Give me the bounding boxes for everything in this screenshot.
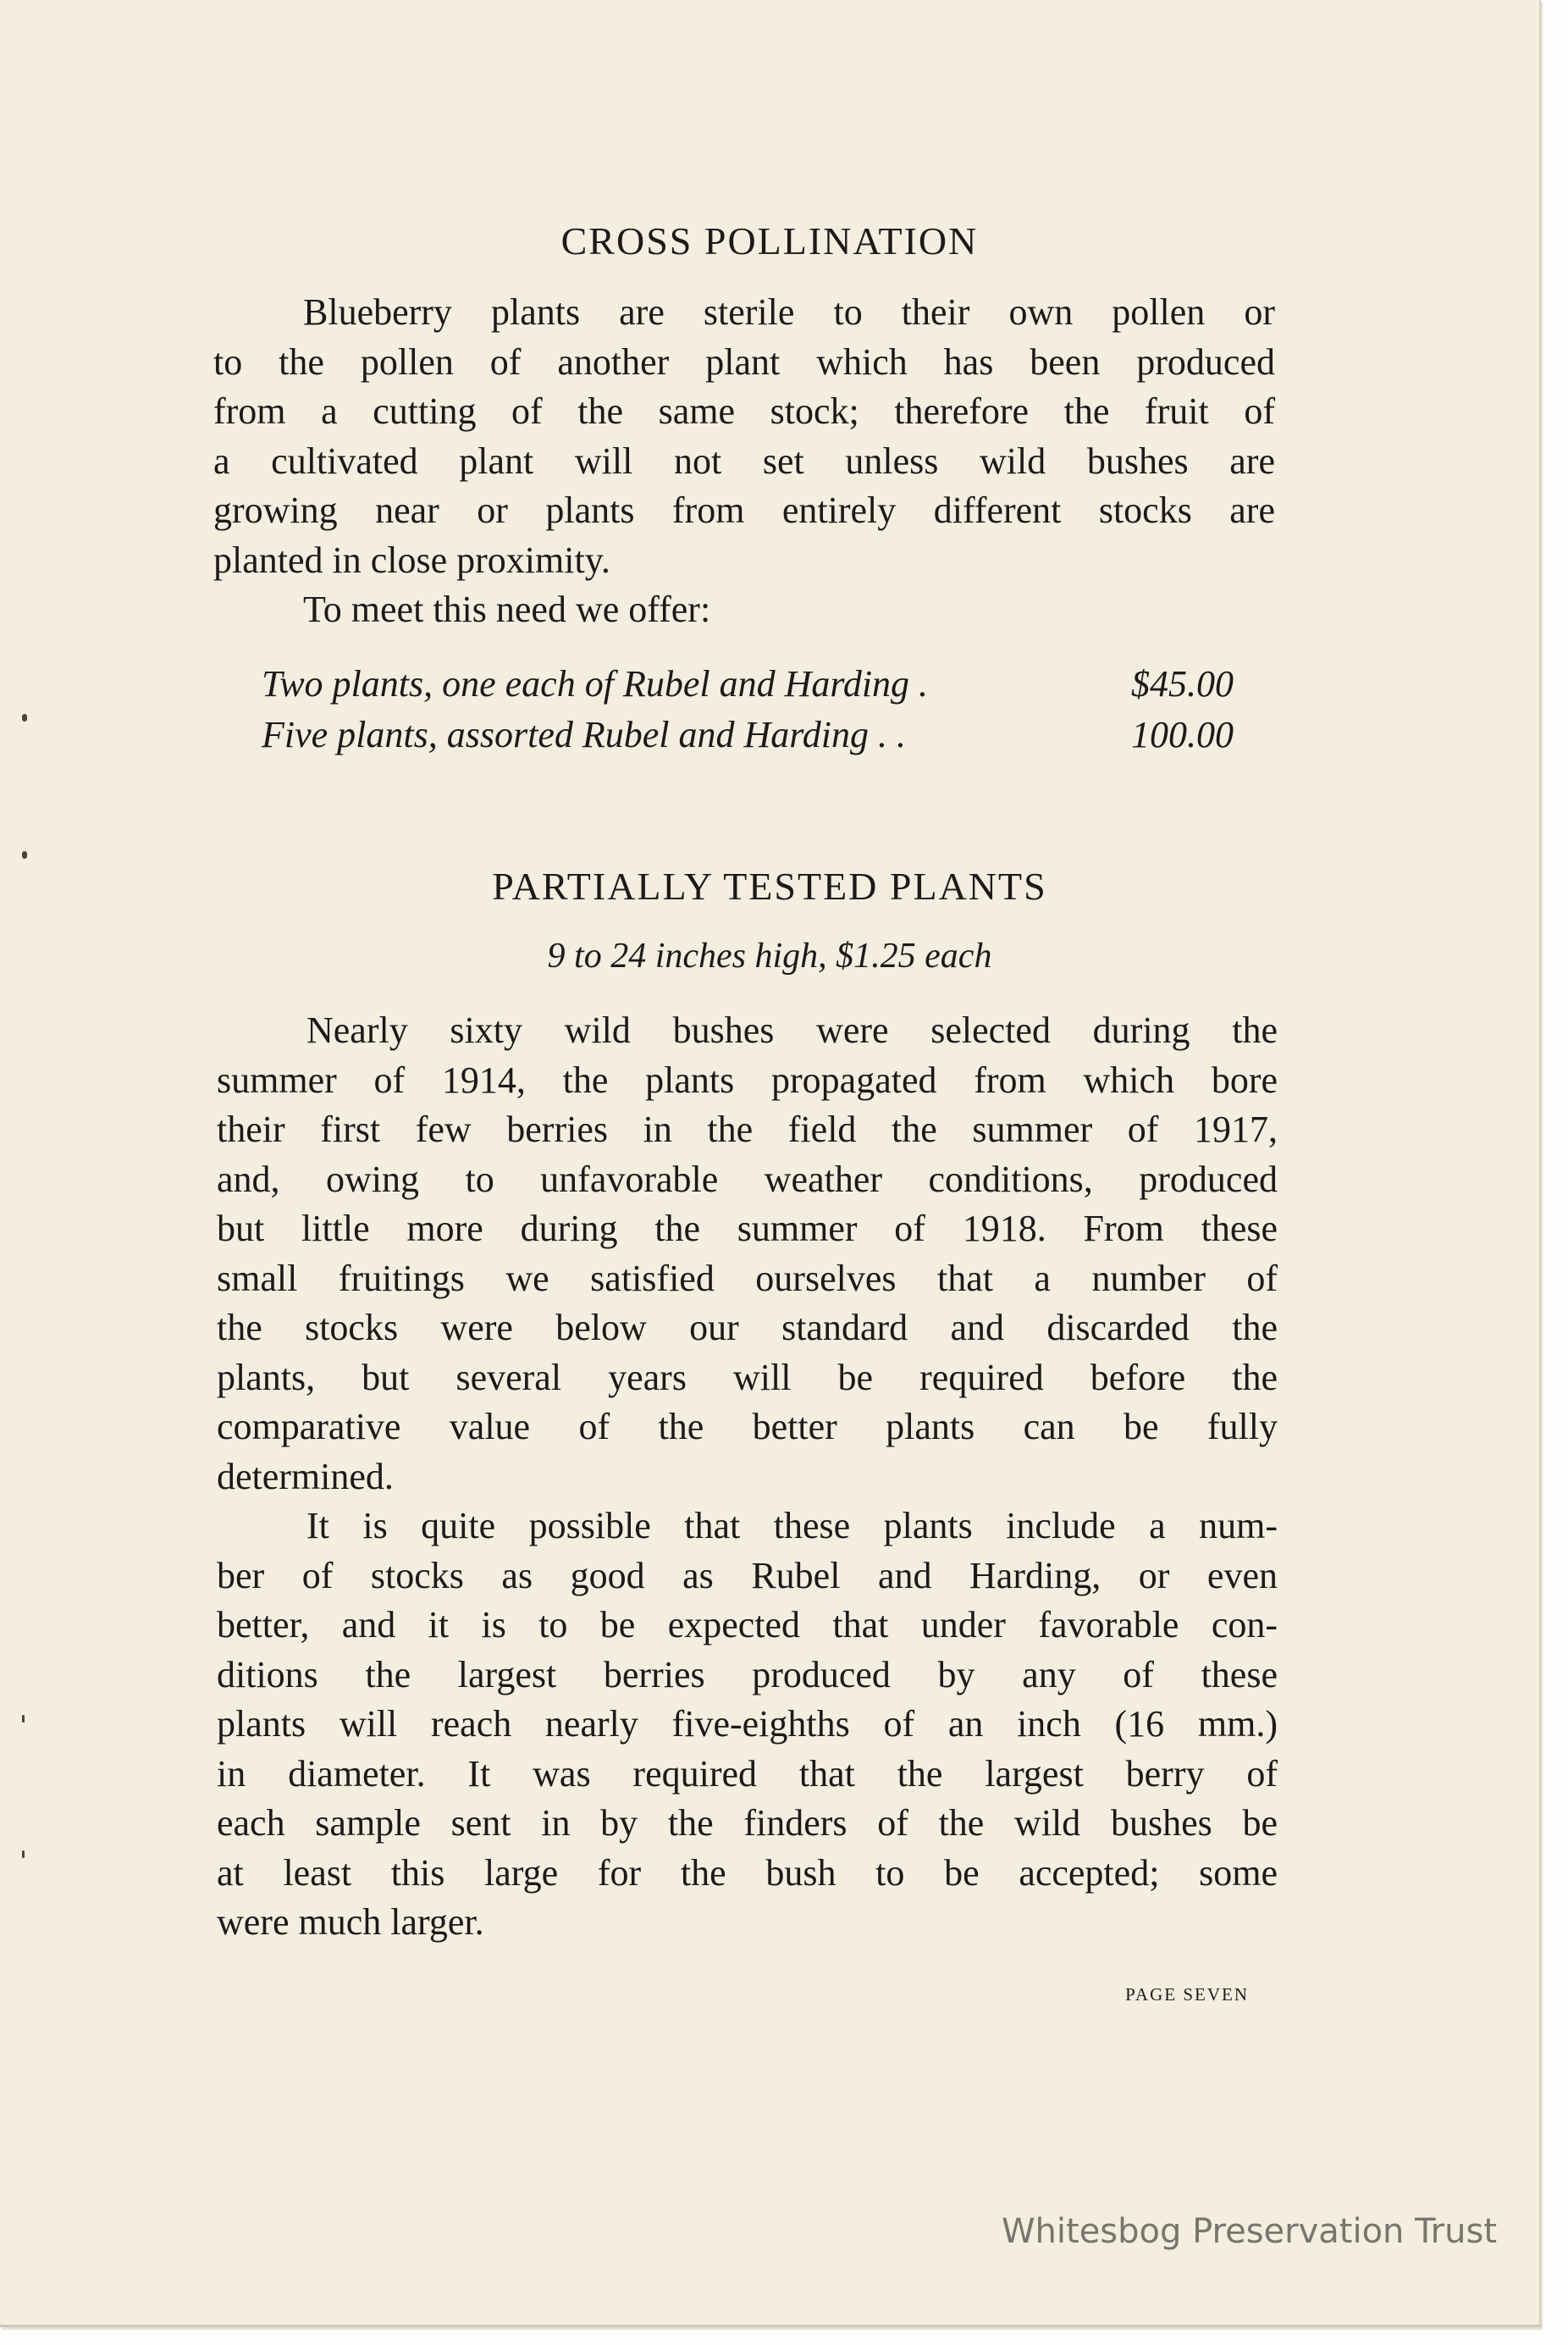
- text-line: It is quite possible that these plants include a num-: [306, 1505, 1278, 1546]
- text-line: the stocks were below our standard and discarded the: [217, 1307, 1278, 1348]
- text-line: small fruitings we satisfied ourselves that a number of: [217, 1257, 1278, 1299]
- offer-label: Two plants, one each of Rubel and Harding .: [262, 663, 929, 705]
- section-subtitle: 9 to 24 inches high, $1.25 each: [547, 937, 992, 976]
- section-title-partially-tested: PARTIALLY TESTED PLANTS: [492, 865, 1047, 908]
- offer-row: [262, 659, 1234, 710]
- text-line: planted in close proximity.: [213, 539, 610, 581]
- text-line: plants will reach nearly five-eighths of an inch (16 mm.): [217, 1703, 1278, 1745]
- text-line: comparative value of the better plants can be fully: [217, 1406, 1278, 1447]
- text-line: and, owing to unfavorable weather conditions, produced: [217, 1158, 1278, 1200]
- margin-mark: [22, 1715, 25, 1723]
- text-line: plants, but several years will be required before the: [217, 1356, 1278, 1398]
- cross-pollination-body: [213, 288, 1275, 635]
- section-title-cross-pollination: CROSS POLLINATION: [560, 219, 979, 263]
- paragraph: [217, 1006, 1278, 1502]
- text-line: determined.: [217, 1455, 394, 1497]
- text-line: their first few berries in the field the summer of 1917,: [217, 1109, 1278, 1150]
- page-number: PAGE SEVEN: [1125, 1984, 1249, 2005]
- text-line: each sample sent in by the finders of the wild bushes be: [217, 1802, 1278, 1844]
- margin-mark: [22, 1850, 25, 1858]
- text-line: in diameter. It was required that the largest berry of: [217, 1752, 1278, 1795]
- partially-tested-body: [217, 1006, 1278, 1948]
- text-line: were much larger.: [217, 1901, 484, 1943]
- offer-label: Five plants, assorted Rubel and Harding . .: [262, 714, 906, 755]
- offer-price: $45.00: [1131, 663, 1234, 705]
- paragraph: To meet this need we offer:: [303, 589, 711, 630]
- text-line: to the pollen of another plant which has been produced: [213, 340, 1275, 383]
- text-line: ber of stocks as good as Rubel and Harding, or even: [217, 1554, 1278, 1596]
- offer-list: [262, 659, 1234, 760]
- text-line: ditions the largest berries produced by any of these: [217, 1653, 1278, 1695]
- text-line: Blueberry plants are sterile to their own pollen or: [303, 291, 1275, 333]
- text-line: summer of 1914, the plants propagated from which bore: [217, 1059, 1278, 1101]
- text-line: Nearly sixty wild bushes were selected during the: [306, 1009, 1278, 1051]
- offer-price: 100.00: [1131, 714, 1234, 755]
- text-line: growing near or plants from entirely different stocks are: [213, 489, 1275, 531]
- text-line: but little more during the summer of 1918. From these: [217, 1208, 1278, 1249]
- text-line: from a cutting of the same stock; therefore the fruit of: [213, 390, 1275, 432]
- paragraph: [213, 288, 1275, 585]
- paragraph: [217, 1502, 1278, 1948]
- text-line: at least this large for the bush to be accepted; some: [217, 1851, 1278, 1894]
- margin-mark: [22, 851, 27, 859]
- margin-mark: [22, 714, 27, 722]
- watermark: Whitesbog Preservation Trust: [1002, 2212, 1497, 2251]
- text-line: a cultivated plant will not set unless wild bushes are: [213, 440, 1275, 482]
- text-line: better, and it is to be expected that under favorable con-: [217, 1604, 1278, 1645]
- offer-row: [262, 710, 1234, 760]
